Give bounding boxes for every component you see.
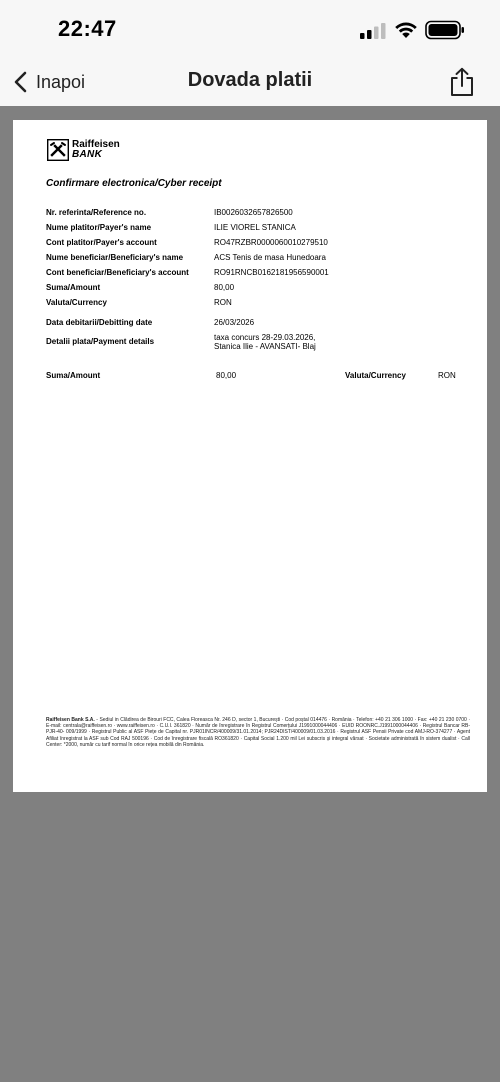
field-label: Suma/Amount <box>46 283 101 292</box>
summary-currency-value: RON <box>438 371 456 380</box>
field-value: ACS Tenis de masa Hunedoara <box>214 253 326 262</box>
field-value: ILIE VIOREL STANICA <box>214 223 296 232</box>
field-value: RON <box>214 298 232 307</box>
field-value: RO47RZBR0000060010279510 <box>214 238 328 247</box>
field-label: Nume platitor/Payer's name <box>46 223 152 232</box>
status-time: 22:47 <box>58 16 117 41</box>
bank-name-line1: Raiffeisen <box>72 139 120 150</box>
status-bar <box>0 0 500 58</box>
bank-name-line2: BANK <box>72 149 103 160</box>
field-value: taxa concurs 28-29.03.2026, Stanica Ilie - AVANSATI- Blaj <box>214 333 316 351</box>
field-value: 26/03/2026 <box>214 318 255 327</box>
field-value: 80,00 <box>214 283 235 292</box>
field-value: RO91RNCB0162181956590001 <box>214 268 329 277</box>
summary-amount-label: Suma/Amount <box>46 371 101 380</box>
nav-bar <box>0 58 500 106</box>
field-label: Detalii plata/Payment details <box>46 337 155 346</box>
battery-icon <box>425 20 465 40</box>
back-button-label: Inapoi <box>36 71 86 92</box>
bank-logo <box>47 139 120 161</box>
field-label: Cont platitor/Payer's account <box>46 238 157 247</box>
footer-legal-text: - Sediul in Clădirea de Birouri FCC, Calea Floreasca Nr. 246 D, sector 1, București · Cod poștal 014476 · România · Telefon: +40 21 306 1000 · Fax: +40 21 230 0700 · E-mail: centrala@raiffeisen.ro · www.raiffeisen.ro · C.U.I. 361820 · Număr de înregistrare în Registrul Comerțului J1991000044406 · EUID ROONRC.J1991000044406 · Registrul Bancar RB-PJR-40- 009/1999 · Registrul Public al ASF Piețe de Capital nr. PJR01INCR/400009/31.01.2014; PJR24DIST/400009/01.03.2016 · Registrul ASF Pensii Private cod AMJ-RO-374277 · Agent Afiliat înregistrat la ASF sub Cod RAJ 500196 · Cod de înregistrare fiscală RO361820 · Capital Social 1.200 mil Lei subscris și integral vărsat · Societate administrată în sistem dualist · Call Center: *2000, număr cu tarif normal în orice rețea mobilă din România. <box>46 717 470 748</box>
cellular-signal-icon <box>360 23 386 39</box>
receipt-title: Confirmare electronica/Cyber receipt <box>46 178 222 189</box>
summary-amount-value: 80,00 <box>216 371 237 380</box>
raiffeisen-gable-cross-icon <box>47 139 69 161</box>
field-label: Valuta/Currency <box>46 298 107 307</box>
bank-legal-footer <box>46 717 470 748</box>
summary-currency-label: Valuta/Currency <box>345 371 406 380</box>
field-label: Cont beneficiar/Beneficiary's account <box>46 268 189 277</box>
footer-bank-name: Raiffeisen Bank S.A. <box>46 717 95 723</box>
receipt-document <box>13 120 487 792</box>
wifi-icon <box>393 19 419 39</box>
field-label: Data debitarii/Debitting date <box>46 318 153 327</box>
field-label: Nume beneficiar/Beneficiary's name <box>46 253 184 262</box>
page-title: Dovada platii <box>187 69 313 91</box>
share-icon[interactable] <box>449 67 475 97</box>
field-label: Nr. referinta/Reference no. <box>46 208 147 217</box>
field-value: IB0026032657826500 <box>214 208 293 217</box>
